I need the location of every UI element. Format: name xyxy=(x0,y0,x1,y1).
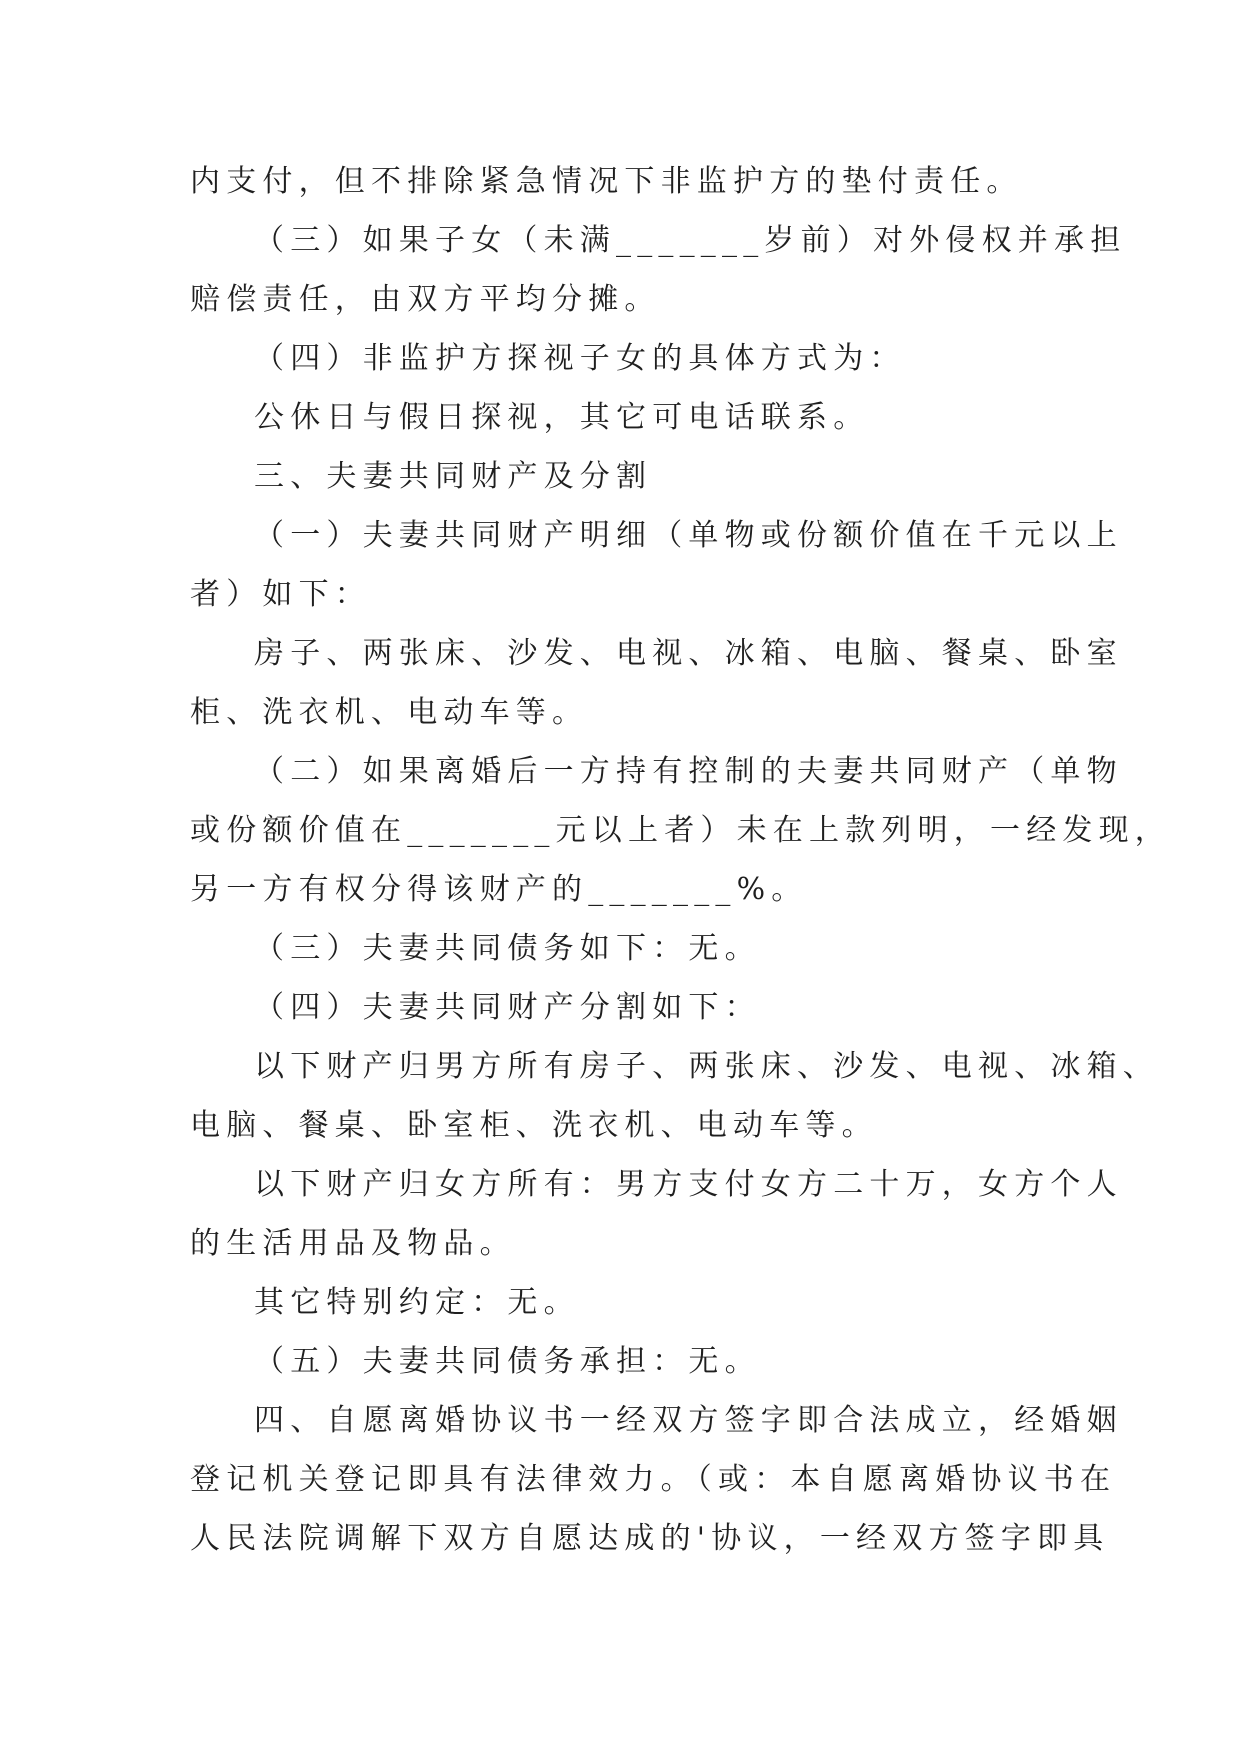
text-line: 以下财产归女方所有：男方支付女方二十万，女方个人 xyxy=(254,1167,1123,1202)
document-body xyxy=(190,152,1171,1568)
text-line: 的生活用品及物品。 xyxy=(190,1226,516,1261)
text-line: （三）夫妻共同债务如下：无。 xyxy=(254,931,761,966)
text-line: （四）夫妻共同财产分割如下： xyxy=(254,990,761,1025)
text-line: 内支付，但不排除紧急情况下非监护方的垫付责任。 xyxy=(190,164,1023,199)
text-line: 登记机关登记即具有法律效力。（或：本自愿离婚协议书在 xyxy=(190,1462,1117,1497)
text-line: 另一方有权分得该财产的_______%。 xyxy=(190,872,808,907)
text-line: （四）非监护方探视子女的具体方式为： xyxy=(254,341,906,376)
text-line: 赔偿责任，由双方平均分摊。 xyxy=(190,282,661,317)
text-line: 房子、两张床、沙发、电视、冰箱、电脑、餐桌、卧室 xyxy=(254,636,1123,671)
section-heading: 三、夫妻共同财产及分割 xyxy=(254,459,653,494)
text-line: 公休日与假日探视，其它可电话联系。 xyxy=(254,400,870,435)
text-line: 或份额价值在_______元以上者）未在上款列明，一经发现， xyxy=(190,813,1171,848)
text-line: 人民法院调解下双方自愿达成的'协议，一经双方签字即具 xyxy=(190,1521,1110,1556)
text-line: （五）夫妻共同债务承担：无。 xyxy=(254,1344,761,1379)
text-line: 电脑、餐桌、卧室柜、洗衣机、电动车等。 xyxy=(190,1108,878,1143)
text-line: （二）如果离婚后一方持有控制的夫妻共同财产（单物 xyxy=(254,754,1123,789)
section-heading: 四、自愿离婚协议书一经双方签字即合法成立，经婚姻 xyxy=(254,1403,1123,1438)
text-line: （一）夫妻共同财产明细（单物或份额价值在千元以上 xyxy=(254,518,1123,553)
text-line: 柜、洗衣机、电动车等。 xyxy=(190,695,589,730)
text-line: 者）如下： xyxy=(190,577,371,612)
text-line: 其它特别约定：无。 xyxy=(254,1285,580,1320)
text-line: （三）如果子女（未满_______岁前）对外侵权并承担 xyxy=(254,223,1127,258)
text-line: 以下财产归男方所有房子、两张床、沙发、电视、冰箱、 xyxy=(254,1049,1159,1084)
